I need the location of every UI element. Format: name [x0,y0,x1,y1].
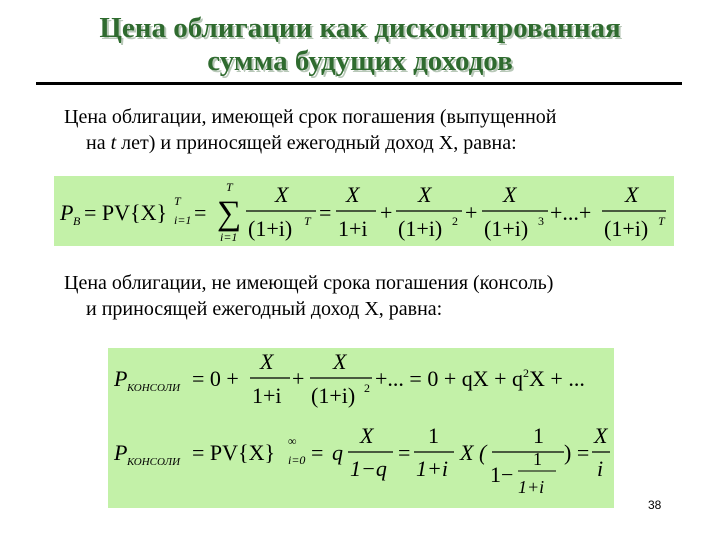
f1-den-1: (1+i) [248,216,293,241]
f1-plus-dots: +...+ [550,200,592,225]
sum-upper: T [226,180,233,194]
formula-finite-bond [54,176,674,246]
paragraph-1-line-2: на t лет) и приносящей ежегодный доход X, равна: [86,132,517,154]
f3-xparen: X ( [460,440,487,465]
sum-sign: ∑ [217,195,242,232]
f3-num-x: X [360,423,374,448]
f3-num-1: 1 [428,423,439,448]
f3-rnum: X [594,423,608,448]
f1-den-2: 1+i [338,216,368,241]
f3-den-q: 1−q [350,456,387,481]
f3-eq2: = [311,440,324,465]
f1-den-4: (1+i) [484,216,529,241]
f2-den-2-exp: 2 [364,381,370,395]
f3-sup: ∞ [288,434,297,448]
f1-num-3: X [418,182,432,207]
f3-den-i: 1+i [416,456,448,481]
f1-num-4: X [503,182,517,207]
f1-eq2: = [194,200,207,225]
f1-num-5: X [625,182,639,207]
paragraph-1-line-1: Цена облигации, имеющей срок погашения (выпущенной [64,106,557,128]
formula-box-consol [108,348,614,508]
f2-plus: + [292,366,305,391]
formula-box-finite [54,176,674,246]
f2-den-1: 1+i [252,383,282,408]
f1-num-1: X [275,182,289,207]
f2-num-2: X [333,349,347,374]
f1-plus-2: + [465,200,478,225]
f3-eq3: = [398,440,411,465]
title-line-1: Цена облигации как дисконтированная [99,12,621,44]
f3-inner-num: 1 [533,449,542,469]
f1-den-4-exp: 3 [538,214,544,228]
f1-den-1-exp: T [304,214,311,228]
f1-den-5-exp: T [658,214,665,228]
f2-p-sub: КОНСОЛИ [127,382,181,394]
f1-sup: T [174,194,181,208]
f2-tail: +... = 0 + qX + $q^2X$ + ... [375,366,585,391]
f3-q: q [332,440,343,465]
f2-num-1: X [260,349,274,374]
f3-cden: 1− [490,462,514,487]
paragraph-finite-bond [64,104,557,156]
f1-sub: i=1 [174,213,192,227]
f1-pv: = PV{X} [84,200,168,225]
paragraph-2-line-2: и приносящей ежегодный доход X, равна: [86,298,443,320]
f2-p: P [114,366,128,391]
paragraph-2-line-1: Цена облигации, не имеющей срока погашения (консоль) [64,272,554,294]
f2-den-2: (1+i) [311,383,356,408]
f1-den-3-exp: 2 [452,214,458,228]
sum-lower: i=1 [220,230,238,244]
f3-p: P [114,440,128,465]
f3-cnum: 1 [533,423,544,448]
f3-p-sub: КОНСОЛИ [127,456,181,468]
f3-sub: i=0 [288,453,306,467]
f1-p-sub: B [73,214,81,228]
f1-den-5: (1+i) [604,216,649,241]
f3-pv: = PV{X} [192,440,276,465]
slide-title [0,12,720,78]
title-line-2: сумма будущих доходов [207,45,513,77]
f1-plus-1: + [380,200,393,225]
f1-den-3: (1+i) [398,216,443,241]
page-number: 38 [648,498,662,512]
f1-p: P [60,200,74,225]
f1-eq3: = [319,200,332,225]
paragraph-consol [64,270,553,322]
f3-rden: i [597,456,604,481]
f3-close: ) = [564,440,590,465]
formula-consol [108,348,614,508]
title-underline [36,82,682,85]
f3-inner-den: 1+i [518,477,545,497]
f1-num-2: X [346,182,360,207]
f2-eq: = 0 + [192,366,239,391]
